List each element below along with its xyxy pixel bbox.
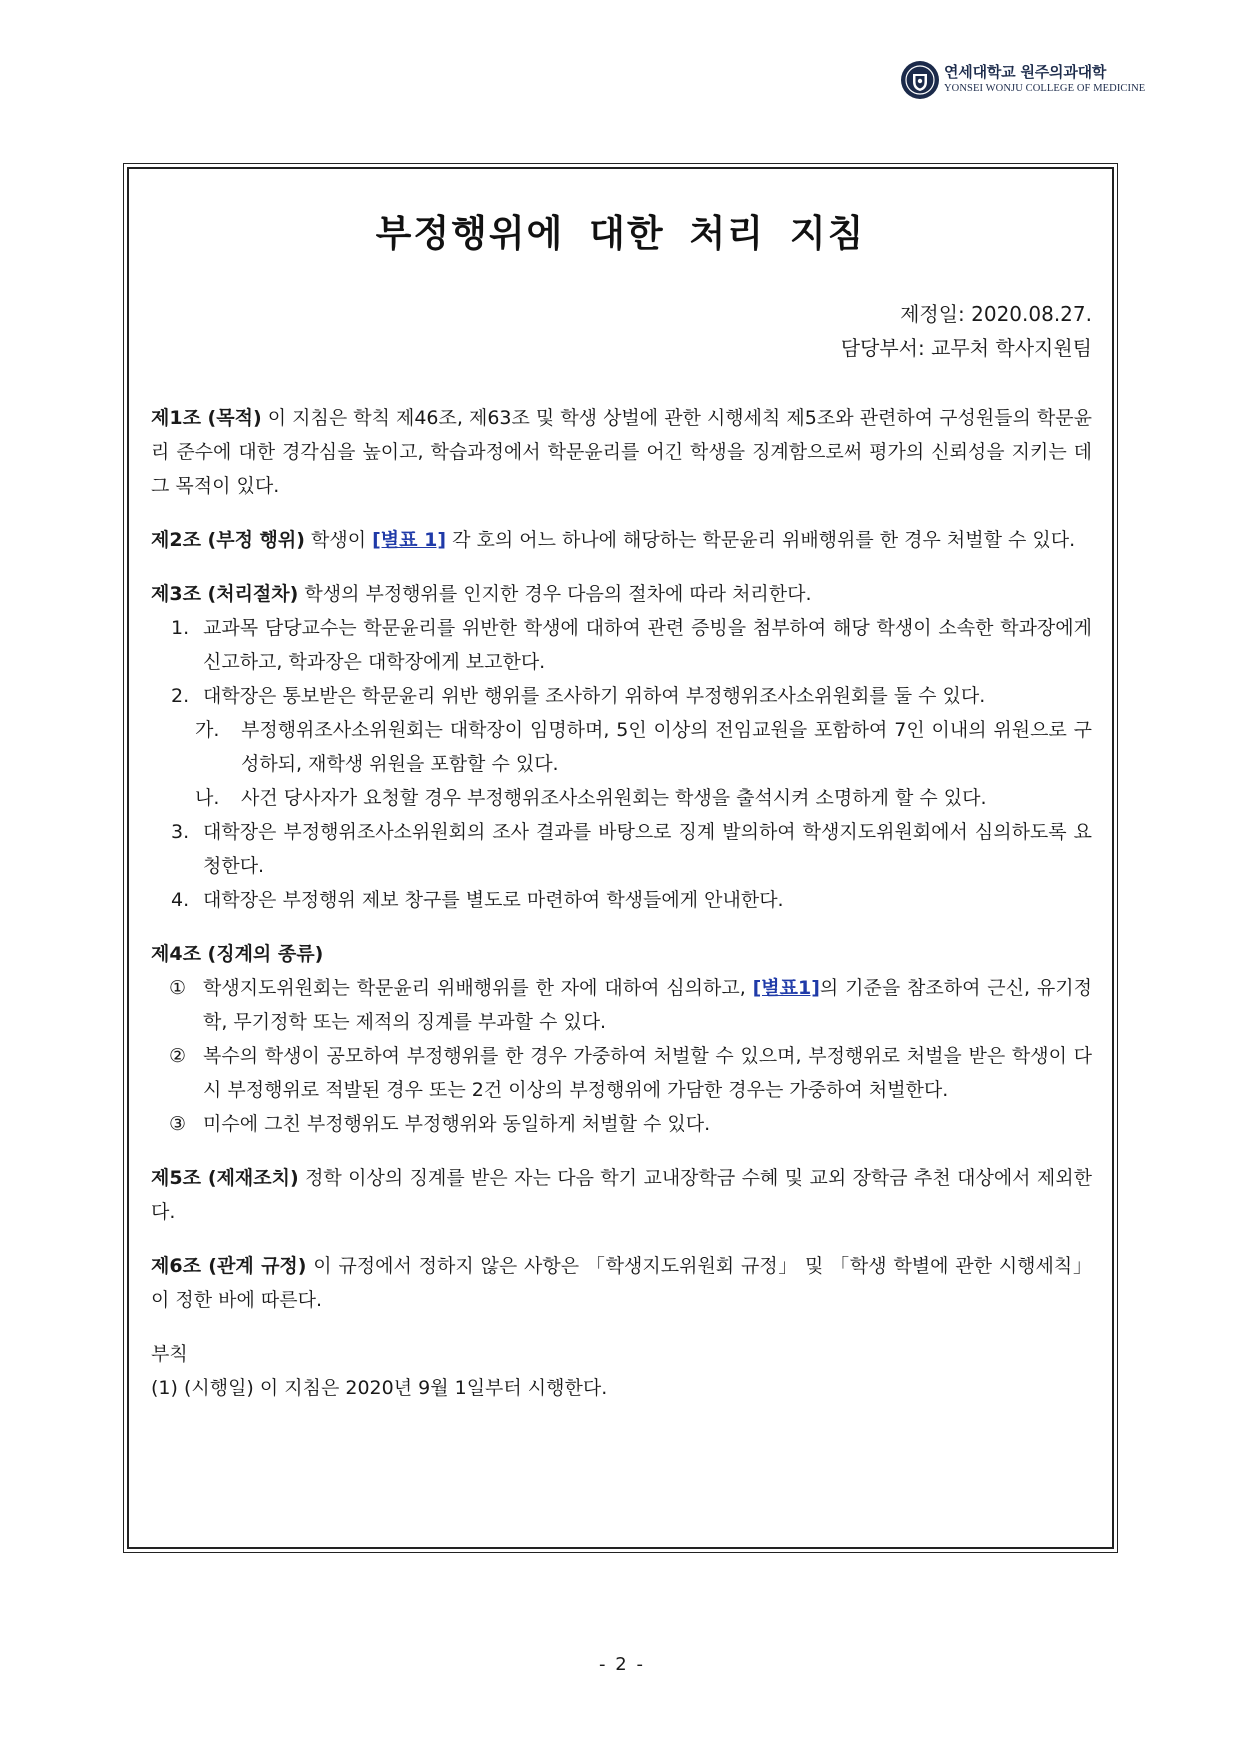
logo-english-text: YONSEI WONJU COLLEGE OF MEDICINE xyxy=(944,83,1146,94)
article-2-text-pre: 학생이 xyxy=(304,529,373,551)
list-item-number: ① xyxy=(169,977,187,999)
document-frame-inner xyxy=(127,167,1114,1549)
article-2-text-post: 각 호의 어느 하나에 해당하는 학문윤리 위배행위를 한 경우 처벌할 수 있다. xyxy=(446,529,1076,551)
list-item-number: 4. xyxy=(171,889,190,911)
sub-list-item-text: 사건 당사자가 요청할 경우 부정행위조사소위원회는 학생을 출석시켜 소명하게 할 수 있다. xyxy=(241,787,987,809)
article-5 xyxy=(151,1161,1092,1229)
article-2 xyxy=(151,523,1092,557)
responsible-dept: 담당부서: 교무처 학사지원팀 xyxy=(840,336,1092,360)
list-item-text: 복수의 학생이 공모하여 부정행위를 한 경우 가중하여 처벌할 수 있으며, 부정행위로 처벌을 받은 학생이 다시 부정행위로 적발된 경우 또는 2건 이상의 부정행위에 가담한 경우는 가중하여 처벌한다. xyxy=(203,1045,1092,1101)
document-frame xyxy=(123,163,1118,1553)
document-title: 부정행위에 대한 처리 지침 xyxy=(375,212,866,255)
list-item-text-pre: 학생지도위원회는 학문윤리 위배행위를 한 자에 대하여 심의하고, xyxy=(203,977,753,999)
page-number: - 2 - xyxy=(599,1654,645,1675)
appendix-1-link[interactable]: [별표 1] xyxy=(372,529,447,551)
university-seal-icon xyxy=(900,60,940,100)
list-item xyxy=(151,611,1092,679)
article-1 xyxy=(151,401,1092,503)
list-item-number: 3. xyxy=(171,821,190,843)
article-3-intro xyxy=(151,577,1092,611)
list-item-number: 2. xyxy=(171,685,190,707)
article-6-text: 이 규정에서 정하지 않은 사항은 「학생지도위원회 규정」 및 「학생 학별에 관한 시행세칙」이 정한 바에 따른다. xyxy=(151,1255,1092,1311)
logo-korean-text: 연세대학교 원주의과대학 xyxy=(944,63,1107,81)
article-1-text: 이 지침은 학칙 제46조, 제63조 및 학생 상벌에 관한 시행세칙 제5조와 관련하여 구성원들의 학문윤리 준수에 대한 경각심을 높이고, 학습과정에서 학문윤리를 어긴 학생을 징계함으로써 평가의 신뢰성을 지키는 데 그 목적이 있다. xyxy=(151,407,1092,497)
list-item-number: ② xyxy=(169,1045,187,1067)
sub-list-item-number: 나. xyxy=(195,787,220,809)
document-meta xyxy=(841,297,1092,365)
list-item xyxy=(151,1107,1092,1141)
article-6 xyxy=(151,1249,1092,1317)
school-logo xyxy=(900,58,1222,104)
article-6-heading: 제6조 (관계 규정) xyxy=(151,1255,307,1277)
article-5-heading: 제5조 (제재조치) xyxy=(151,1167,299,1189)
sub-list-item xyxy=(151,781,1092,815)
list-item-text: 대학장은 부정행위조사소위원회의 조사 결과를 바탕으로 징계 발의하여 학생지도위원회에서 심의하도록 요청한다. xyxy=(203,821,1092,877)
addendum xyxy=(151,1337,1092,1405)
list-item xyxy=(151,971,1092,1039)
list-item xyxy=(151,679,1092,713)
article-5-text: 정학 이상의 징계를 받은 자는 다음 학기 교내장학금 수혜 및 교외 장학금 추천 대상에서 제외한다. xyxy=(151,1167,1092,1223)
list-item-text: 미수에 그친 부정행위도 부정행위와 동일하게 처벌할 수 있다. xyxy=(203,1113,711,1135)
list-item-text: 대학장은 부정행위 제보 창구를 별도로 마련하여 학생들에게 안내한다. xyxy=(203,889,784,911)
list-item xyxy=(151,883,1092,917)
appendix-1-link[interactable]: [별표1] xyxy=(752,977,820,999)
list-item-text-post: 의 기준을 참조하여 근신, 유기정학, 무기정학 또는 제적의 징계를 부과할 수 있다. xyxy=(203,977,1092,1033)
article-3-heading: 제3조 (처리절차) xyxy=(151,583,299,605)
sub-list-item xyxy=(151,713,1092,781)
addendum-title: 부칙 xyxy=(151,1343,188,1365)
list-item-text: 교과목 담당교수는 학문윤리를 위반한 학생에 대하여 관련 증빙을 첨부하여 해당 학생이 소속한 학과장에게 신고하고, 학과장은 대학장에게 보고한다. xyxy=(203,617,1092,673)
article-3-text: 학생의 부정행위를 인지한 경우 다음의 절차에 따라 처리한다. xyxy=(298,583,812,605)
list-item-number: ③ xyxy=(169,1113,187,1135)
list-item-number: 1. xyxy=(171,617,190,639)
addendum-text: (1) (시행일) 이 지침은 2020년 9월 1일부터 시행한다. xyxy=(151,1377,608,1399)
sub-list-item-number: 가. xyxy=(195,719,220,741)
article-1-heading: 제1조 (목적) xyxy=(151,407,262,429)
enacted-date: 제정일: 2020.08.27. xyxy=(900,302,1092,326)
list-item xyxy=(151,815,1092,883)
list-item-text: 대학장은 통보받은 학문윤리 위반 행위를 조사하기 위하여 부정행위조사소위원회를 둘 수 있다. xyxy=(203,685,986,707)
list-item xyxy=(151,1039,1092,1107)
article-3 xyxy=(151,577,1092,917)
article-4 xyxy=(151,937,1092,1141)
article-4-heading: 제4조 (징계의 종류) xyxy=(151,943,324,965)
article-2-heading: 제2조 (부정 행위) xyxy=(151,529,305,551)
sub-list-item-text: 부정행위조사소위원회는 대학장이 임명하며, 5인 이상의 전임교원을 포함하여 7인 이내의 위원으로 구성하되, 재학생 위원을 포함할 수 있다. xyxy=(241,719,1092,775)
document-body xyxy=(151,401,1092,1405)
